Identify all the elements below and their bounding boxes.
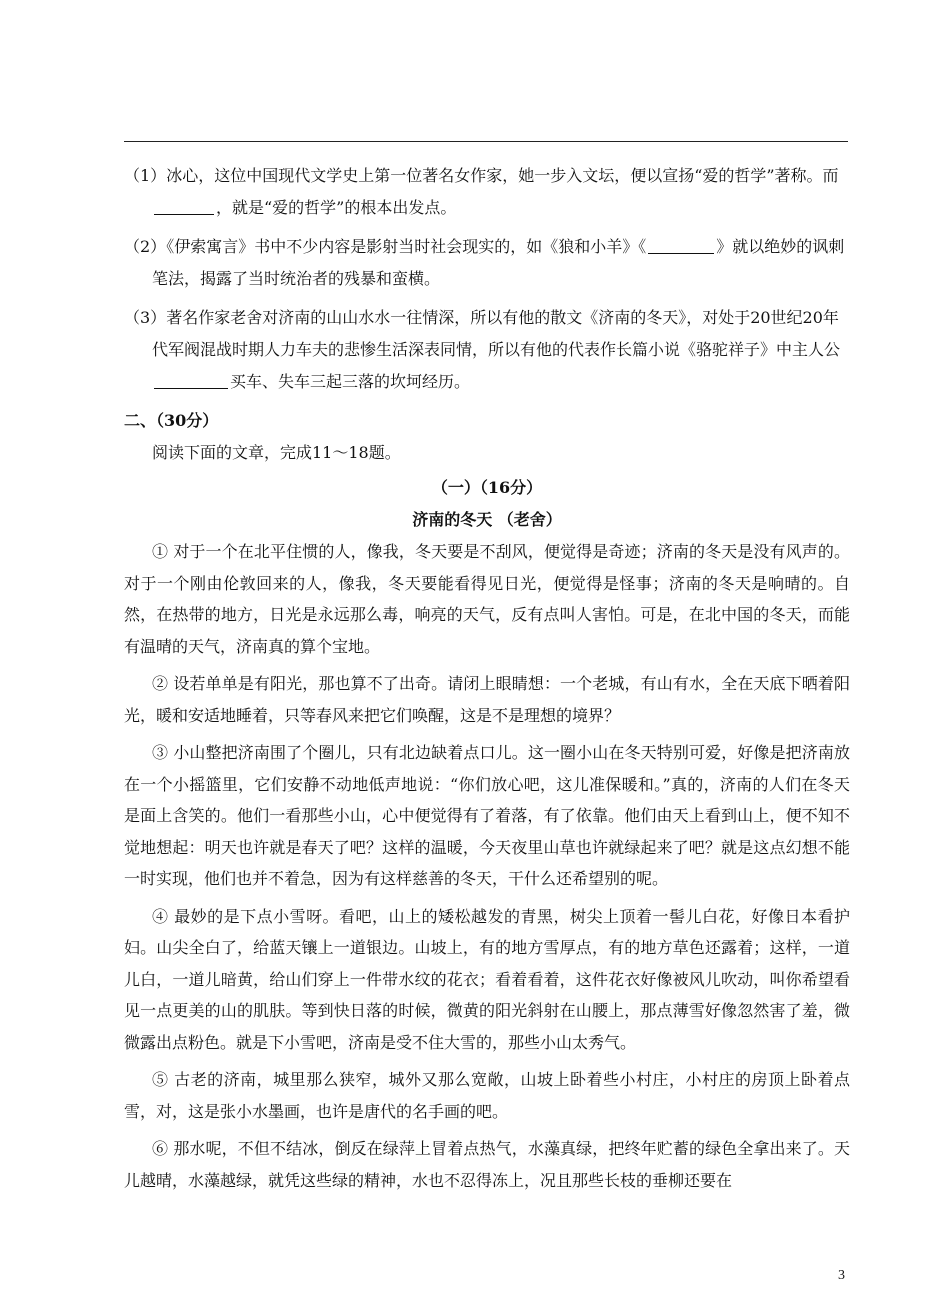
answer-blank[interactable] xyxy=(648,235,714,254)
question-1 xyxy=(124,160,850,224)
header-rule xyxy=(124,141,848,142)
passage-paragraph-4: ④ 最妙的是下点小雪呀。看吧，山上的矮松越发的青黑，树尖上顶着一髻儿白花，好像日本看护妇。山尖全白了，给蓝天镶上一道银边。山坡上，有的地方雪厚点，有的地方草色还露着；这样，一道儿白，一道儿暗黄，给山们穿上一件带水纹的花衣；看着看着，这件花衣好像被风儿吹动，叫你希望看见一点更美的山的肌肤。等到快日落的时候，微黄的阳光斜射在山腰上，那点薄雪好像忽然害了羞，微微露出点粉色。就是下小雪吧，济南是受不住大雪的，那些小山太秀气。 xyxy=(124,906,850,1052)
answer-blank[interactable] xyxy=(154,196,214,215)
passage-paragraph-5: ⑤ 古老的济南，城里那么狭窄，城外又那么宽敞，山坡上卧着些小村庄，小村庄的房顶上卧着点雪，对，这是张小水墨画，也许是唐代的名手画的吧。 xyxy=(124,1070,850,1121)
passage-part-heading: （一）（16分） xyxy=(431,478,543,497)
question-text-after: ，就是“爱的哲学”的根本出发点。 xyxy=(216,198,457,217)
question-text-before: 《伊索寓言》书中不少内容是影射当时社会现实的，如《狼和小羊》《 xyxy=(166,237,647,256)
question-number: （2） xyxy=(124,237,167,256)
page-number: 3 xyxy=(838,1268,845,1283)
passage-title: 济南的冬天 （老舍） xyxy=(412,510,562,529)
passage-paragraph-3: ③ 小山整把济南围了个圈儿，只有北边缺着点口儿。这一圈小山在冬天特别可爱，好像是把济南放在一个小摇篮里，它们安静不动地低声地说：“你们放心吧，这儿准保暖和。”真的，济南的人们在冬天是面上含笑的。他们一看那些小山，心中便觉得有了着落，有了依靠。他们由天上看到山上，便不知不觉地想起：明天也许就是春天了吧？这样的温暖，今天夜里山草也许就绿起来了吧？就是这点幻想不能一时实现，他们也并不着急，因为有这样慈善的冬天，干什么还希望别的呢。 xyxy=(124,743,850,888)
question-number: （3） xyxy=(124,308,167,327)
section-heading: 二、（30分） xyxy=(124,411,219,430)
passage-paragraph-2: ② 设若单单是有阳光，那也算不了出奇。请闭上眼睛想：一个老城，有山有水，全在天底下晒着阳光，暖和安适地睡着，只等春风来把它们唤醒，这是不是理想的境界？ xyxy=(124,674,850,725)
question-text-before: 著名作家老舍对济南的山山水水一往情深，所以有他的散文《济南的冬天》，对处于20世纪20年代军阀混战时期人力车夫的悲惨生活深表同情，所以有他的代表作长篇小说《骆驼祥子》中主人公 xyxy=(152,308,841,359)
answer-blank[interactable] xyxy=(154,370,228,389)
page-content xyxy=(124,160,850,1202)
question-text-after: 》就以绝妙的讽刺笔法，揭露了当时统治者的残暴和蛮横。 xyxy=(152,237,845,288)
passage-paragraph-1: ① 对于一个在北平住惯的人，像我，冬天要是不刮风，便觉得是奇迹；济南的冬天是没有风声的。对于一个刚由伦敦回来的人，像我，冬天要能看得见日光，便觉得是怪事；济南的冬天是响晴的。自然，在热带的地方，日光是永远那么毒，响亮的天气，反有点叫人害怕。可是，在北中国的冬天，而能有温晴的天气，济南真的算个宝地。 xyxy=(124,542,850,656)
section-instruction: 阅读下面的文章，完成11～18题。 xyxy=(152,443,401,462)
question-3 xyxy=(124,302,850,398)
question-text-before: 冰心，这位中国现代文学史上第一位著名女作家，她一步入文坛，便以宣扬“爱的哲学”著称。而 xyxy=(166,166,839,185)
question-text-after: 买车、失车三起三落的坎坷经历。 xyxy=(230,372,471,391)
passage-paragraph-6: ⑥ 那水呢，不但不结冰，倒反在绿萍上冒着点热气，水藻真绿，把终年贮蓄的绿色全拿出来了。天儿越晴，水藻越绿，就凭这些绿的精神，水也不忍得冻上，况且那些长枝的垂柳还要在 xyxy=(124,1139,850,1190)
question-number: （1） xyxy=(124,166,167,185)
question-2 xyxy=(124,231,850,295)
